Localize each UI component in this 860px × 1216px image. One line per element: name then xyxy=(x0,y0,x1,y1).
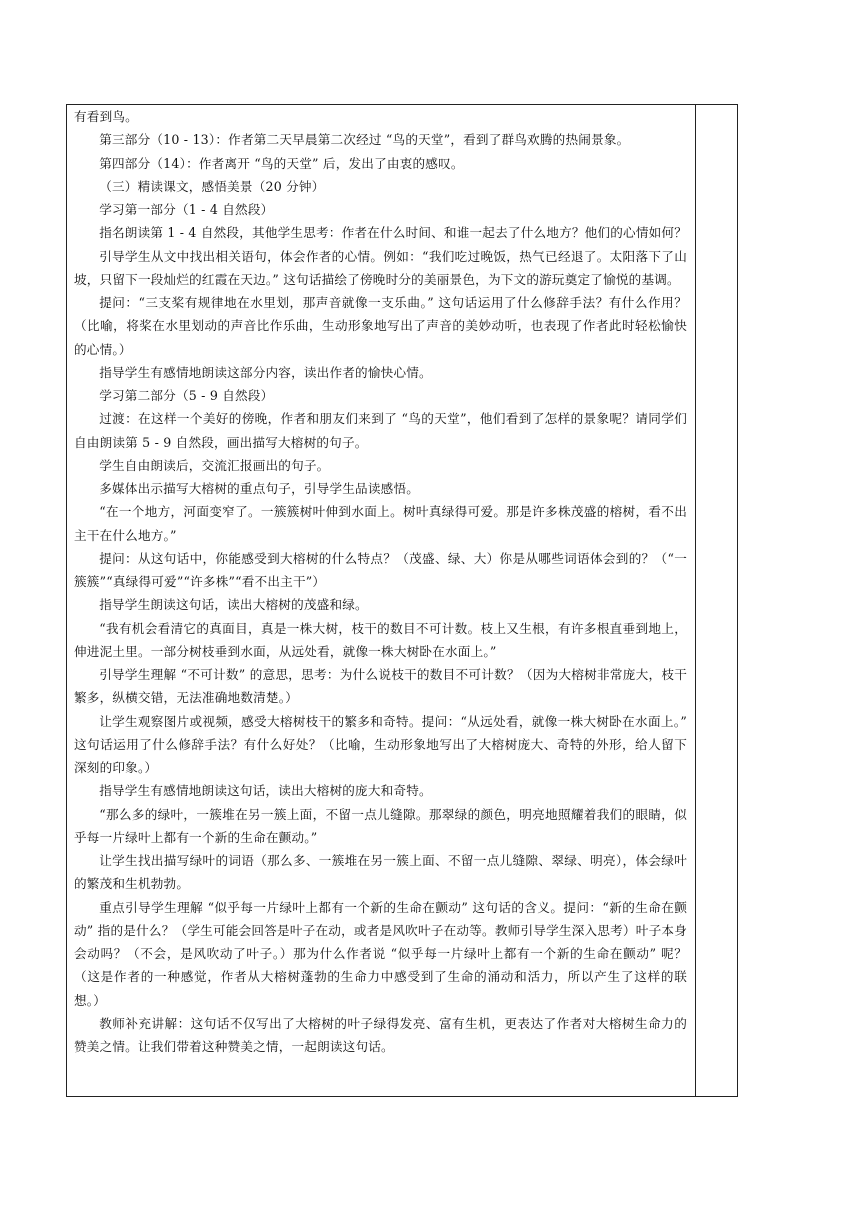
paragraph: 第四部分（14）：作者离开 “鸟的天堂” 后，发出了由衷的感叹。 xyxy=(99,155,464,171)
paragraph: 引导学生理解 “不可计数” 的意思，思考：为什么说枝干的数目不可计数？（因为大榕树非常庞大，枝干繁多，纵横交错，无法准确地数清楚。） xyxy=(74,667,687,706)
paragraph: 学生自由朗读后，交流汇报画出的句子。 xyxy=(99,457,330,473)
paragraph: 过渡：在这样一个美好的傍晚，作者和朋友们来到了 “鸟的天堂”，他们看到了怎样的景象呢？请同学们自由朗读第 5 - 9 自然段，画出描写大榕树的句子。 xyxy=(74,411,687,450)
paragraph: 指导学生有感情地朗读这部分内容，读出作者的愉快心情。 xyxy=(99,364,432,380)
paragraph: 有看到鸟。 xyxy=(74,109,138,124)
paragraph: 第三部分（10 - 13）：作者第二天早晨第二次经过 “鸟的天堂”，看到了群鸟欢腾的热闹景象。 xyxy=(99,132,630,148)
paragraph: 学习第二部分（5 - 9 自然段） xyxy=(99,388,274,403)
lesson-table xyxy=(66,104,738,1097)
paragraph: 提问：“三支桨有规律地在水里划，那声音就像一支乐曲。” 这句话运用了什么修辞手法？有什么作用？（比喻，将桨在水里划动的声音比作乐曲，生动形象地写出了声音的美妙动听，也表现了作者此时轻松愉快的心情。） xyxy=(74,295,687,357)
lesson-plan-cell xyxy=(74,105,687,1058)
paragraph: 让学生观察图片或视频，感受大榕树枝干的繁多和奇特。提问：“从远处看，就像一株大树卧在水面上。” 这句话运用了什么修辞手法？有什么好处？（比喻，生动形象地写出了大榕树庞大、奇特的外形，给人留下深刻的印象。） xyxy=(74,713,687,775)
notes-cell xyxy=(696,105,737,1096)
paragraph: 提问：从这句话中，你能感受到大榕树的什么特点？（茂盛、绿、大）你是从哪些词语体会到的？（“一簇簇”“真绿得可爱”“许多株”“看不出主干”） xyxy=(74,550,687,589)
paragraph: 指名朗读第 1 - 4 自然段，其他学生思考：作者在什么时间、和谁一起去了什么地方？他们的心情如何？ xyxy=(99,225,688,241)
paragraph: 教师补充讲解：这句话不仅写出了大榕树的叶子绿得发亮、富有生机，更表达了作者对大榕树生命力的赞美之情。让我们带着这种赞美之情，一起朗读这句话。 xyxy=(74,1015,687,1054)
paragraph: 指导学生有感情地朗读这句话，读出大榕树的庞大和奇特。 xyxy=(99,783,432,799)
paragraph: “在一个地方，河面变窄了。一簇簇树叶伸到水面上。树叶真绿得可爱。那是许多株茂盛的榕树，看不出主干在什么地方。” xyxy=(74,504,687,543)
paragraph: 引导学生从文中找出相关语句，体会作者的心情。例如：“我们吃过晚饭，热气已经退了。太阳落下了山坡，只留下一段灿烂的红霞在天边。” 这句话描绘了傍晚时分的美丽景色，为下文的游玩奠定了愉悦的基调。 xyxy=(74,248,687,287)
paragraph: 重点引导学生理解 “似乎每一片绿叶上都有一个新的生命在颤动” 这句话的含义。提问：“新的生命在颤动” 指的是什么？（学生可能会回答是叶子在动，或者是风吹叶子在动等。教师引导学生深入思考）叶子本身会动吗？（不会，是风吹动了叶子。）那为什么作者说 “似乎每一片绿叶上都有一个新的生命在颤动” 呢？（这是作者的一种感觉，作者从大榕树蓬勃的生命力中感受到了生命的涌动和活力，所以产生了这样的联想。） xyxy=(74,899,687,1008)
paragraph: “那么多的绿叶，一簇堆在另一簇上面，不留一点儿缝隙。那翠绿的颜色，明亮地照耀着我们的眼睛，似乎每一片绿叶上都有一个新的生命在颤动。” xyxy=(74,806,687,845)
paragraph: （三）精读课文，感悟美景（20 分钟） xyxy=(99,178,325,194)
paragraph: 让学生找出描写绿叶的词语（那么多、一簇堆在另一簇上面、不留一点儿缝隙、翠绿、明亮），体会绿叶的繁茂和生机勃勃。 xyxy=(74,853,687,892)
paragraph: 指导学生朗读这句话，读出大榕树的茂盛和绿。 xyxy=(99,597,368,613)
paragraph: 多媒体出示描写大榕树的重点句子，引导学生品读感悟。 xyxy=(99,481,420,496)
paragraph: “我有机会看清它的真面目，真是一株大树，枝干的数目不可计数。枝上又生根，有许多根直垂到地上，伸进泥土里。一部分树枝垂到水面，从远处看，就像一株大树卧在水面上。” xyxy=(74,620,687,659)
paragraph: 学习第一部分（1 - 4 自然段） xyxy=(99,202,274,217)
